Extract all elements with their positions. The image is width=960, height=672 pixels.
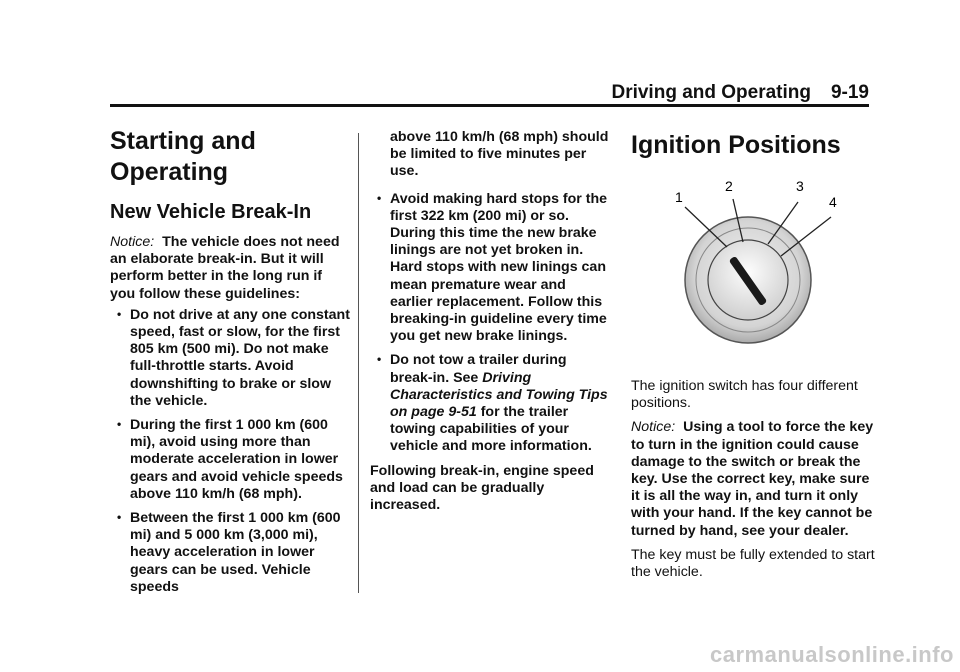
ignition-intro: The ignition switch has four different positions.: [631, 378, 858, 412]
list-item: • Between the first 1 000 km (600 mi) and 5 000 km (3,000 mi), heavy acceleration in lower gears can be used. Vehicle speeds: [130, 510, 350, 596]
cross-reference-link[interactable]: Driving Characteristics and Towing Tips on page 9-51: [390, 369, 608, 421]
left-column: [110, 126, 350, 603]
heading-break-in: New Vehicle Break-In: [110, 201, 312, 223]
list-item: • During the first 1 000 km (600 mi), avoid using more than moderate acceleration in lower gears and avoid vehicle speeds above 110 km/h (68 mph).: [130, 417, 350, 503]
page-header: [110, 78, 869, 107]
key-extended-text: The key must be fully extended to start the vehicle.: [631, 546, 875, 581]
notice-text: The vehicle does not need an elaborate break-in. But it will perform better in the long run if you follow these guidelines:: [110, 234, 340, 302]
notice-label: Notice:: [631, 419, 676, 436]
break-in-guidelines: [110, 307, 350, 596]
position-label-3: 3: [796, 178, 804, 194]
position-label-4: 4: [829, 194, 837, 210]
position-label-2: 2: [725, 178, 733, 194]
ignition-notice: [631, 419, 876, 539]
heading-starting-operating: Starting and Operating: [110, 127, 256, 186]
break-in-guidelines-continued: [370, 191, 610, 456]
middle-column: [370, 129, 610, 514]
break-in-notice: [110, 234, 350, 303]
right-column: [631, 126, 876, 581]
notice-text: Using a tool to force the key to turn in the ignition could cause damage to the switch or break the key. Use the correct key, make sure it is all the way in, and turn it only with your hand. If the key cannot be turned by hand, see your dealer.: [631, 419, 874, 539]
section-title: Driving and Operating: [611, 82, 811, 103]
notice-label: Notice:: [110, 234, 155, 250]
list-item: • Avoid making hard stops for the first 322 km (200 mi) or so. During this time the new brake linings are not yet broken in. Hard stops with new linings can mean premature wear and earlier replacement. Follow this breaking-in guideline every time you get new brake linings.: [390, 191, 610, 346]
list-item: • Do not drive at any one constant speed, fast or slow, for the first 805 km (500 mi). Do not make full-throttle starts. Avoid downshifting to brake or slow the vehicle.: [130, 307, 350, 410]
column-divider: [358, 133, 359, 593]
watermark: carmanualsonline.info: [710, 642, 954, 667]
position-label-1: 1: [675, 189, 683, 205]
bullet-continuation: above 110 km/h (68 mph) should be limited to five minutes per use.: [390, 129, 609, 180]
page-number: 9-19: [830, 82, 869, 103]
ignition-switch-diagram: [653, 177, 843, 347]
closing-paragraph: Following break-in, engine speed and load can be gradually increased.: [370, 462, 594, 514]
heading-ignition-positions: Ignition Positions: [631, 131, 841, 159]
list-item-trailer: • Do not tow a trailer during break-in. See Driving Characteristics and Towing Tips on page 9-51 for the trailer towing capabilities of your vehicle and more information.: [390, 352, 610, 455]
